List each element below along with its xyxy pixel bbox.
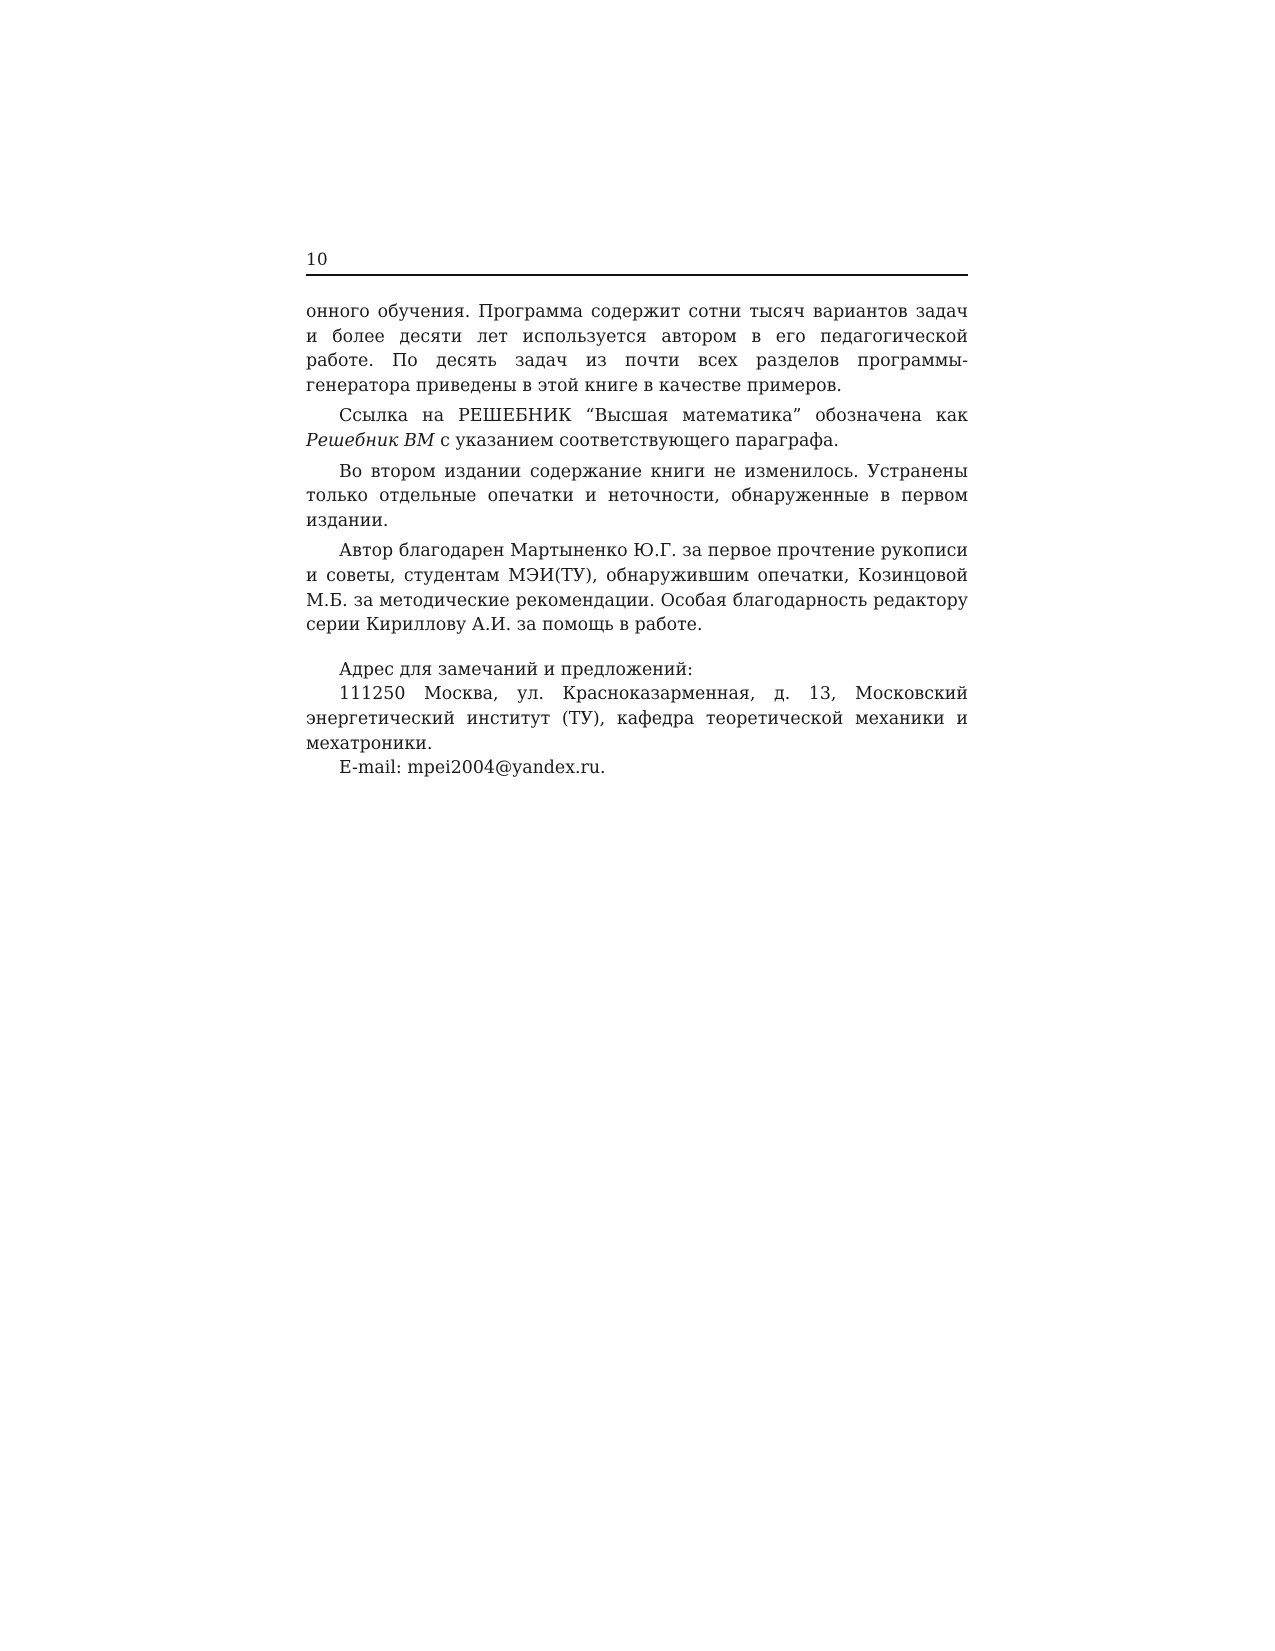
body-text [306, 300, 968, 781]
reference-tail: с указанием соответствующего параграфа. [440, 430, 839, 451]
paragraph-reference [306, 404, 968, 453]
document-page [306, 250, 968, 781]
reference-italic: Решебник ВМ [306, 430, 435, 451]
paragraph-second-edition: Во втором издании содержание книги не изменилось. Устранены только отдельные опечатки и неточности, обнаруженные в первом издании. [306, 461, 968, 531]
page-number: 10 [306, 250, 968, 276]
address-intro: Адрес для замечаний и предложений: [339, 659, 693, 680]
reference-lead: Ссылка на РЕШЕБНИК “Высшая математика” обозначена как [339, 406, 968, 427]
paragraph-acknowledgements: Автор благодарен Мартыненко Ю.Г. за первое прочтение рукописи и советы, студентам МЭИ(ТУ), обнаружившим опечатки, Козинцовой М.Б. за методические рекомендации. Особая благодарность редактору серии Кириллову А.И. за помощь в работе. [306, 541, 968, 636]
paragraph-continuation: онного обучения. Программа содержит сотни тысяч вариантов задач и более десяти лет используется автором в его педагогической работе. По десять задач из почти всех разделов программы-генератора приведены в этой книге в качестве примеров. [306, 302, 968, 396]
email-line: E-mail: mpei2004@yandex.ru. [339, 758, 606, 779]
postal-address: 111250 Москва, ул. Красноказарменная, д. 13, Московский энергетический институт (ТУ), кафедра теоретической механики и мехатроники. [306, 684, 968, 754]
